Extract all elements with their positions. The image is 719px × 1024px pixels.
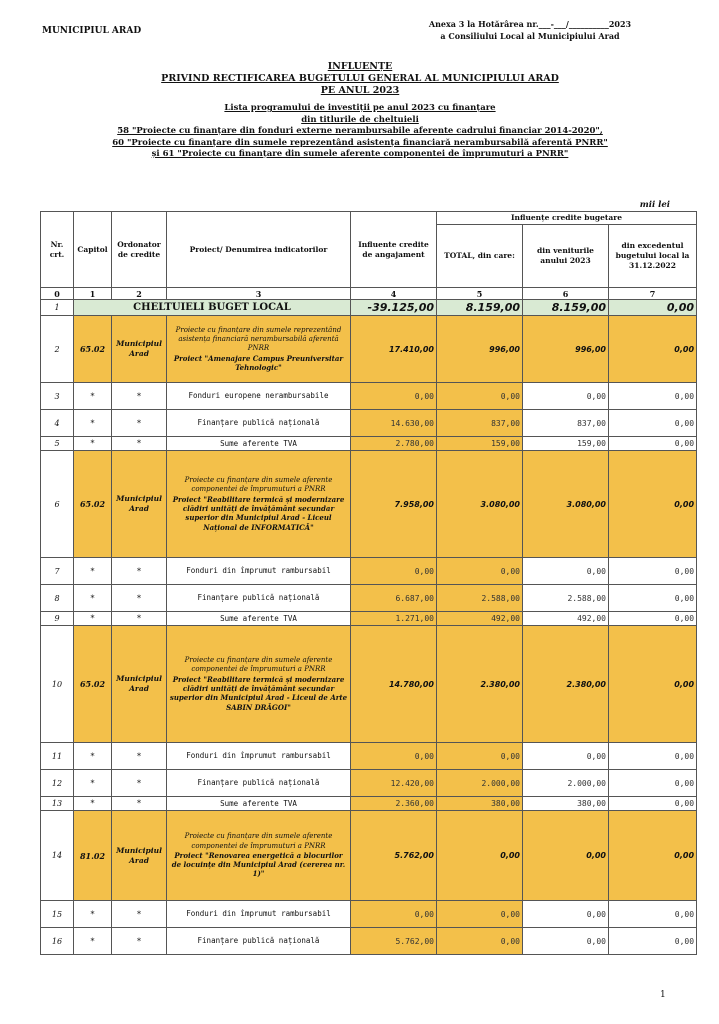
project-cell <box>167 811 351 901</box>
value-angajament: 5.762,00 <box>351 928 437 955</box>
index-row <box>41 288 697 300</box>
value-total: 2.588,00 <box>437 585 523 612</box>
index-cell: 7 <box>609 288 697 300</box>
row-number: 13 <box>41 797 74 811</box>
annex-reference <box>384 18 676 42</box>
row-number: 6 <box>41 451 74 558</box>
value-angajament: 1.271,00 <box>351 612 437 626</box>
value-total: 0,00 <box>437 901 523 928</box>
indicator-label: Finanțare publică națională <box>167 928 351 955</box>
value-total: 2.380,00 <box>437 626 523 743</box>
value-total: 3.080,00 <box>437 451 523 558</box>
col-header-ordonator: Ordonator de credite <box>112 212 167 288</box>
capitol-cell: 65.02 <box>74 626 112 743</box>
project-cell <box>167 316 351 383</box>
value-total: 380,00 <box>437 797 523 811</box>
value-venituri: 2.588,00 <box>523 585 609 612</box>
capitol-cell: * <box>74 585 112 612</box>
row-number: 7 <box>41 558 74 585</box>
budget-table <box>40 211 697 955</box>
capitol-cell: * <box>74 410 112 437</box>
value-angajament: 0,00 <box>351 383 437 410</box>
capitol-cell: * <box>74 558 112 585</box>
row-number: 5 <box>41 437 74 451</box>
project-intro: Proiecte cu finanțare din sumele aferente componentei de împrumuturi a PNRR <box>184 656 333 674</box>
value-excedent: 0,00 <box>609 585 697 612</box>
index-cell: 4 <box>351 288 437 300</box>
value-excedent: 0,00 <box>609 743 697 770</box>
value-venituri: 837,00 <box>523 410 609 437</box>
capitol-cell: * <box>74 901 112 928</box>
ordonator-cell: Municipiul Arad <box>112 451 167 558</box>
project-name: Proiect "Amenajare Campus Preuniversitar Tehnologic" <box>173 353 344 372</box>
ordonator-cell: * <box>112 410 167 437</box>
value-total: 159,00 <box>437 437 523 451</box>
col-header-proiect: Proiect/ Denumirea indicatorilor <box>167 212 351 288</box>
capitol-cell: * <box>74 437 112 451</box>
value-venituri: 3.080,00 <box>523 451 609 558</box>
indicator-row <box>41 901 697 928</box>
subtitle-line-3: 58 "Proiecte cu finanțare din fonduri externe nerambursabile aferente cadrului financiar 2014-2020", <box>117 126 603 136</box>
indicator-label: Fonduri din împrumut rambursabil <box>167 558 351 585</box>
col-header-group: Influențe credite bugetare <box>437 212 697 225</box>
value-venituri: 2.000,00 <box>523 770 609 797</box>
value-venituri: 996,00 <box>523 316 609 383</box>
indicator-row <box>41 612 697 626</box>
ordonator-cell: * <box>112 770 167 797</box>
value-excedent: 0,00 <box>609 626 697 743</box>
ordonator-cell: * <box>112 437 167 451</box>
project-row <box>41 811 697 901</box>
col-header-total: TOTAL, din care: <box>437 225 523 288</box>
capitol-cell: * <box>74 797 112 811</box>
total-label: CHELTUIELI BUGET LOCAL <box>74 300 351 316</box>
ordonator-cell: * <box>112 743 167 770</box>
value-angajament: 0,00 <box>351 901 437 928</box>
project-cell <box>167 451 351 558</box>
indicator-label: Sume aferente TVA <box>167 612 351 626</box>
value-venituri: 0,00 <box>523 811 609 901</box>
value-total: 0,00 <box>437 743 523 770</box>
index-cell: 1 <box>74 288 112 300</box>
ordonator-cell: * <box>112 612 167 626</box>
subtitle-line-5: și 61 "Proiecte cu finanțare din sumele aferente componentei de împrumuturi a PNRR" <box>151 149 569 159</box>
capitol-cell: 81.02 <box>74 811 112 901</box>
value-excedent: 0,00 <box>609 558 697 585</box>
value-venituri: 380,00 <box>523 797 609 811</box>
project-intro: Proiecte cu finanțare din sumele aferente componentei de împrumuturi a PNRR <box>184 832 333 850</box>
title-line-2: PRIVIND RECTIFICAREA BUGETULUI GENERAL AL MUNICIPIULUI ARAD <box>161 73 559 84</box>
value-excedent: 0,00 <box>609 612 697 626</box>
value-excedent: 0,00 <box>609 770 697 797</box>
ordonator-cell: * <box>112 928 167 955</box>
indicator-label: Finanțare publică națională <box>167 410 351 437</box>
capitol-cell: * <box>74 612 112 626</box>
indicator-row <box>41 928 697 955</box>
capitol-cell: * <box>74 383 112 410</box>
ordonator-cell: * <box>112 558 167 585</box>
value-venituri: 2.380,00 <box>523 626 609 743</box>
value-total: 492,00 <box>437 612 523 626</box>
indicator-row <box>41 558 697 585</box>
row-number: 1 <box>41 300 74 316</box>
col-header-venituri: din veniturile anului 2023 <box>523 225 609 288</box>
indicator-label: Fonduri europene nerambursabile <box>167 383 351 410</box>
index-cell: 6 <box>523 288 609 300</box>
row-number: 4 <box>41 410 74 437</box>
value-angajament: 5.762,00 <box>351 811 437 901</box>
indicator-label: Sume aferente TVA <box>167 797 351 811</box>
col-header-excedent: din excedentul bugetului local la 31.12.2022 <box>609 225 697 288</box>
municipality-name: MUNICIPIUL ARAD <box>42 26 142 36</box>
row-number: 12 <box>41 770 74 797</box>
document-titles <box>40 61 680 161</box>
value-total: 0,00 <box>437 811 523 901</box>
project-cell <box>167 626 351 743</box>
header-row-1 <box>41 212 697 225</box>
capitol-cell: 65.02 <box>74 316 112 383</box>
index-cell: 0 <box>41 288 74 300</box>
index-cell: 2 <box>112 288 167 300</box>
index-cell: 3 <box>167 288 351 300</box>
value-total: 837,00 <box>437 410 523 437</box>
indicator-row <box>41 437 697 451</box>
value-total: 0,00 <box>437 928 523 955</box>
page-number: 1 <box>660 990 666 1000</box>
ordonator-cell: * <box>112 901 167 928</box>
value-venituri: 0,00 <box>523 901 609 928</box>
row-number: 14 <box>41 811 74 901</box>
indicator-label: Fonduri din împrumut rambursabil <box>167 901 351 928</box>
value-excedent: 0,00 <box>609 928 697 955</box>
row-number: 8 <box>41 585 74 612</box>
ordonator-cell: Municipiul Arad <box>112 811 167 901</box>
indicator-row <box>41 410 697 437</box>
value-angajament: 0,00 <box>351 558 437 585</box>
col-header-angajament: Influente credite de angajament <box>351 212 437 288</box>
subtitle-line-4: 60 "Proiecte cu finanțare din sumele reprezentând asistența financiară nerambursabilă aferentă PNRR" <box>112 137 608 148</box>
row-number: 2 <box>41 316 74 383</box>
indicator-row <box>41 797 697 811</box>
total-angajament: -39.125,00 <box>351 300 437 316</box>
ordonator-cell: Municipiul Arad <box>112 626 167 743</box>
index-cell: 5 <box>437 288 523 300</box>
ordonator-cell: * <box>112 383 167 410</box>
ordonator-cell: * <box>112 585 167 612</box>
indicator-label: Sume aferente TVA <box>167 437 351 451</box>
title-line-3: PE ANUL 2023 <box>320 85 400 96</box>
capitol-cell: * <box>74 928 112 955</box>
value-angajament: 14.780,00 <box>351 626 437 743</box>
value-venituri: 0,00 <box>523 743 609 770</box>
value-total: 0,00 <box>437 383 523 410</box>
col-header-capitol: Capitol <box>74 212 112 288</box>
value-venituri: 159,00 <box>523 437 609 451</box>
project-name: Proiect "Renovarea energetică a blocurilor de locuințe din Municipiul Arad (cererea nr. 1)" <box>171 850 346 879</box>
value-excedent: 0,00 <box>609 797 697 811</box>
unit-label: mii lei <box>639 200 670 210</box>
project-name: Proiect "Reabilitare termică și modernizare clădiri unități de învățământ secundar superior din Municipiul Arad - Liceul de Arte SABIN DRĂGOI" <box>169 674 348 712</box>
title-line-1: INFLUENȚE <box>327 61 393 72</box>
row-number: 16 <box>41 928 74 955</box>
capitol-cell: * <box>74 770 112 797</box>
value-total: 0,00 <box>437 558 523 585</box>
indicator-label: Finanțare publică națională <box>167 585 351 612</box>
row-number: 11 <box>41 743 74 770</box>
total-row <box>41 300 697 316</box>
project-intro: Proiecte cu finanțare din sumele reprezentând asistența financiară nerambursabilă aferentă PNRR <box>175 325 342 353</box>
indicator-row <box>41 743 697 770</box>
ordonator-cell: Municipiul Arad <box>112 316 167 383</box>
capitol-cell: 65.02 <box>74 451 112 558</box>
indicator-row <box>41 383 697 410</box>
value-angajament: 17.410,00 <box>351 316 437 383</box>
value-excedent: 0,00 <box>609 316 697 383</box>
value-venituri: 492,00 <box>523 612 609 626</box>
subtitle-line-2: din titlurile de cheltuieli <box>301 114 419 125</box>
value-excedent: 0,00 <box>609 437 697 451</box>
row-number: 3 <box>41 383 74 410</box>
value-total: 2.000,00 <box>437 770 523 797</box>
value-venituri: 0,00 <box>523 558 609 585</box>
value-angajament: 6.687,00 <box>351 585 437 612</box>
subtitle-line-1: Lista programului de investiții pe anul 2023 cu finanțare <box>224 103 496 113</box>
annex-line-1: Anexa 3 la Hotărârea nr.___-___/__________2023 <box>428 19 632 29</box>
value-venituri: 0,00 <box>523 928 609 955</box>
indicator-row <box>41 770 697 797</box>
capitol-cell: * <box>74 743 112 770</box>
value-angajament: 2.780,00 <box>351 437 437 451</box>
indicator-row <box>41 585 697 612</box>
value-excedent: 0,00 <box>609 451 697 558</box>
value-angajament: 12.420,00 <box>351 770 437 797</box>
value-excedent: 0,00 <box>609 410 697 437</box>
project-intro: Proiecte cu finanțare din sumele aferente componentei de împrumuturi a PNRR <box>184 476 333 494</box>
value-excedent: 0,00 <box>609 383 697 410</box>
value-angajament: 2.360,00 <box>351 797 437 811</box>
col-header-nr: Nr. crt. <box>41 212 74 288</box>
project-row <box>41 626 697 743</box>
value-excedent: 0,00 <box>609 901 697 928</box>
total-venituri: 8.159,00 <box>523 300 609 316</box>
value-angajament: 0,00 <box>351 743 437 770</box>
indicator-label: Fonduri din împrumut rambursabil <box>167 743 351 770</box>
value-angajament: 14.630,00 <box>351 410 437 437</box>
project-row <box>41 451 697 558</box>
indicator-label: Finanțare publică națională <box>167 770 351 797</box>
ordonator-cell: * <box>112 797 167 811</box>
value-total: 996,00 <box>437 316 523 383</box>
value-venituri: 0,00 <box>523 383 609 410</box>
value-angajament: 7.958,00 <box>351 451 437 558</box>
row-number: 15 <box>41 901 74 928</box>
row-number: 9 <box>41 612 74 626</box>
value-excedent: 0,00 <box>609 811 697 901</box>
project-row <box>41 316 697 383</box>
project-name: Proiect "Reabilitare termică și modernizare clădiri unități de învățământ secundar superior din Municipiul Arad - Liceul Național de INFORMATICĂ" <box>172 494 345 532</box>
total-excedent: 0,00 <box>609 300 697 316</box>
total-bugetar: 8.159,00 <box>437 300 523 316</box>
row-number: 10 <box>41 626 74 743</box>
annex-line-2: a Consiliului Local al Municipiului Arad <box>440 31 620 41</box>
